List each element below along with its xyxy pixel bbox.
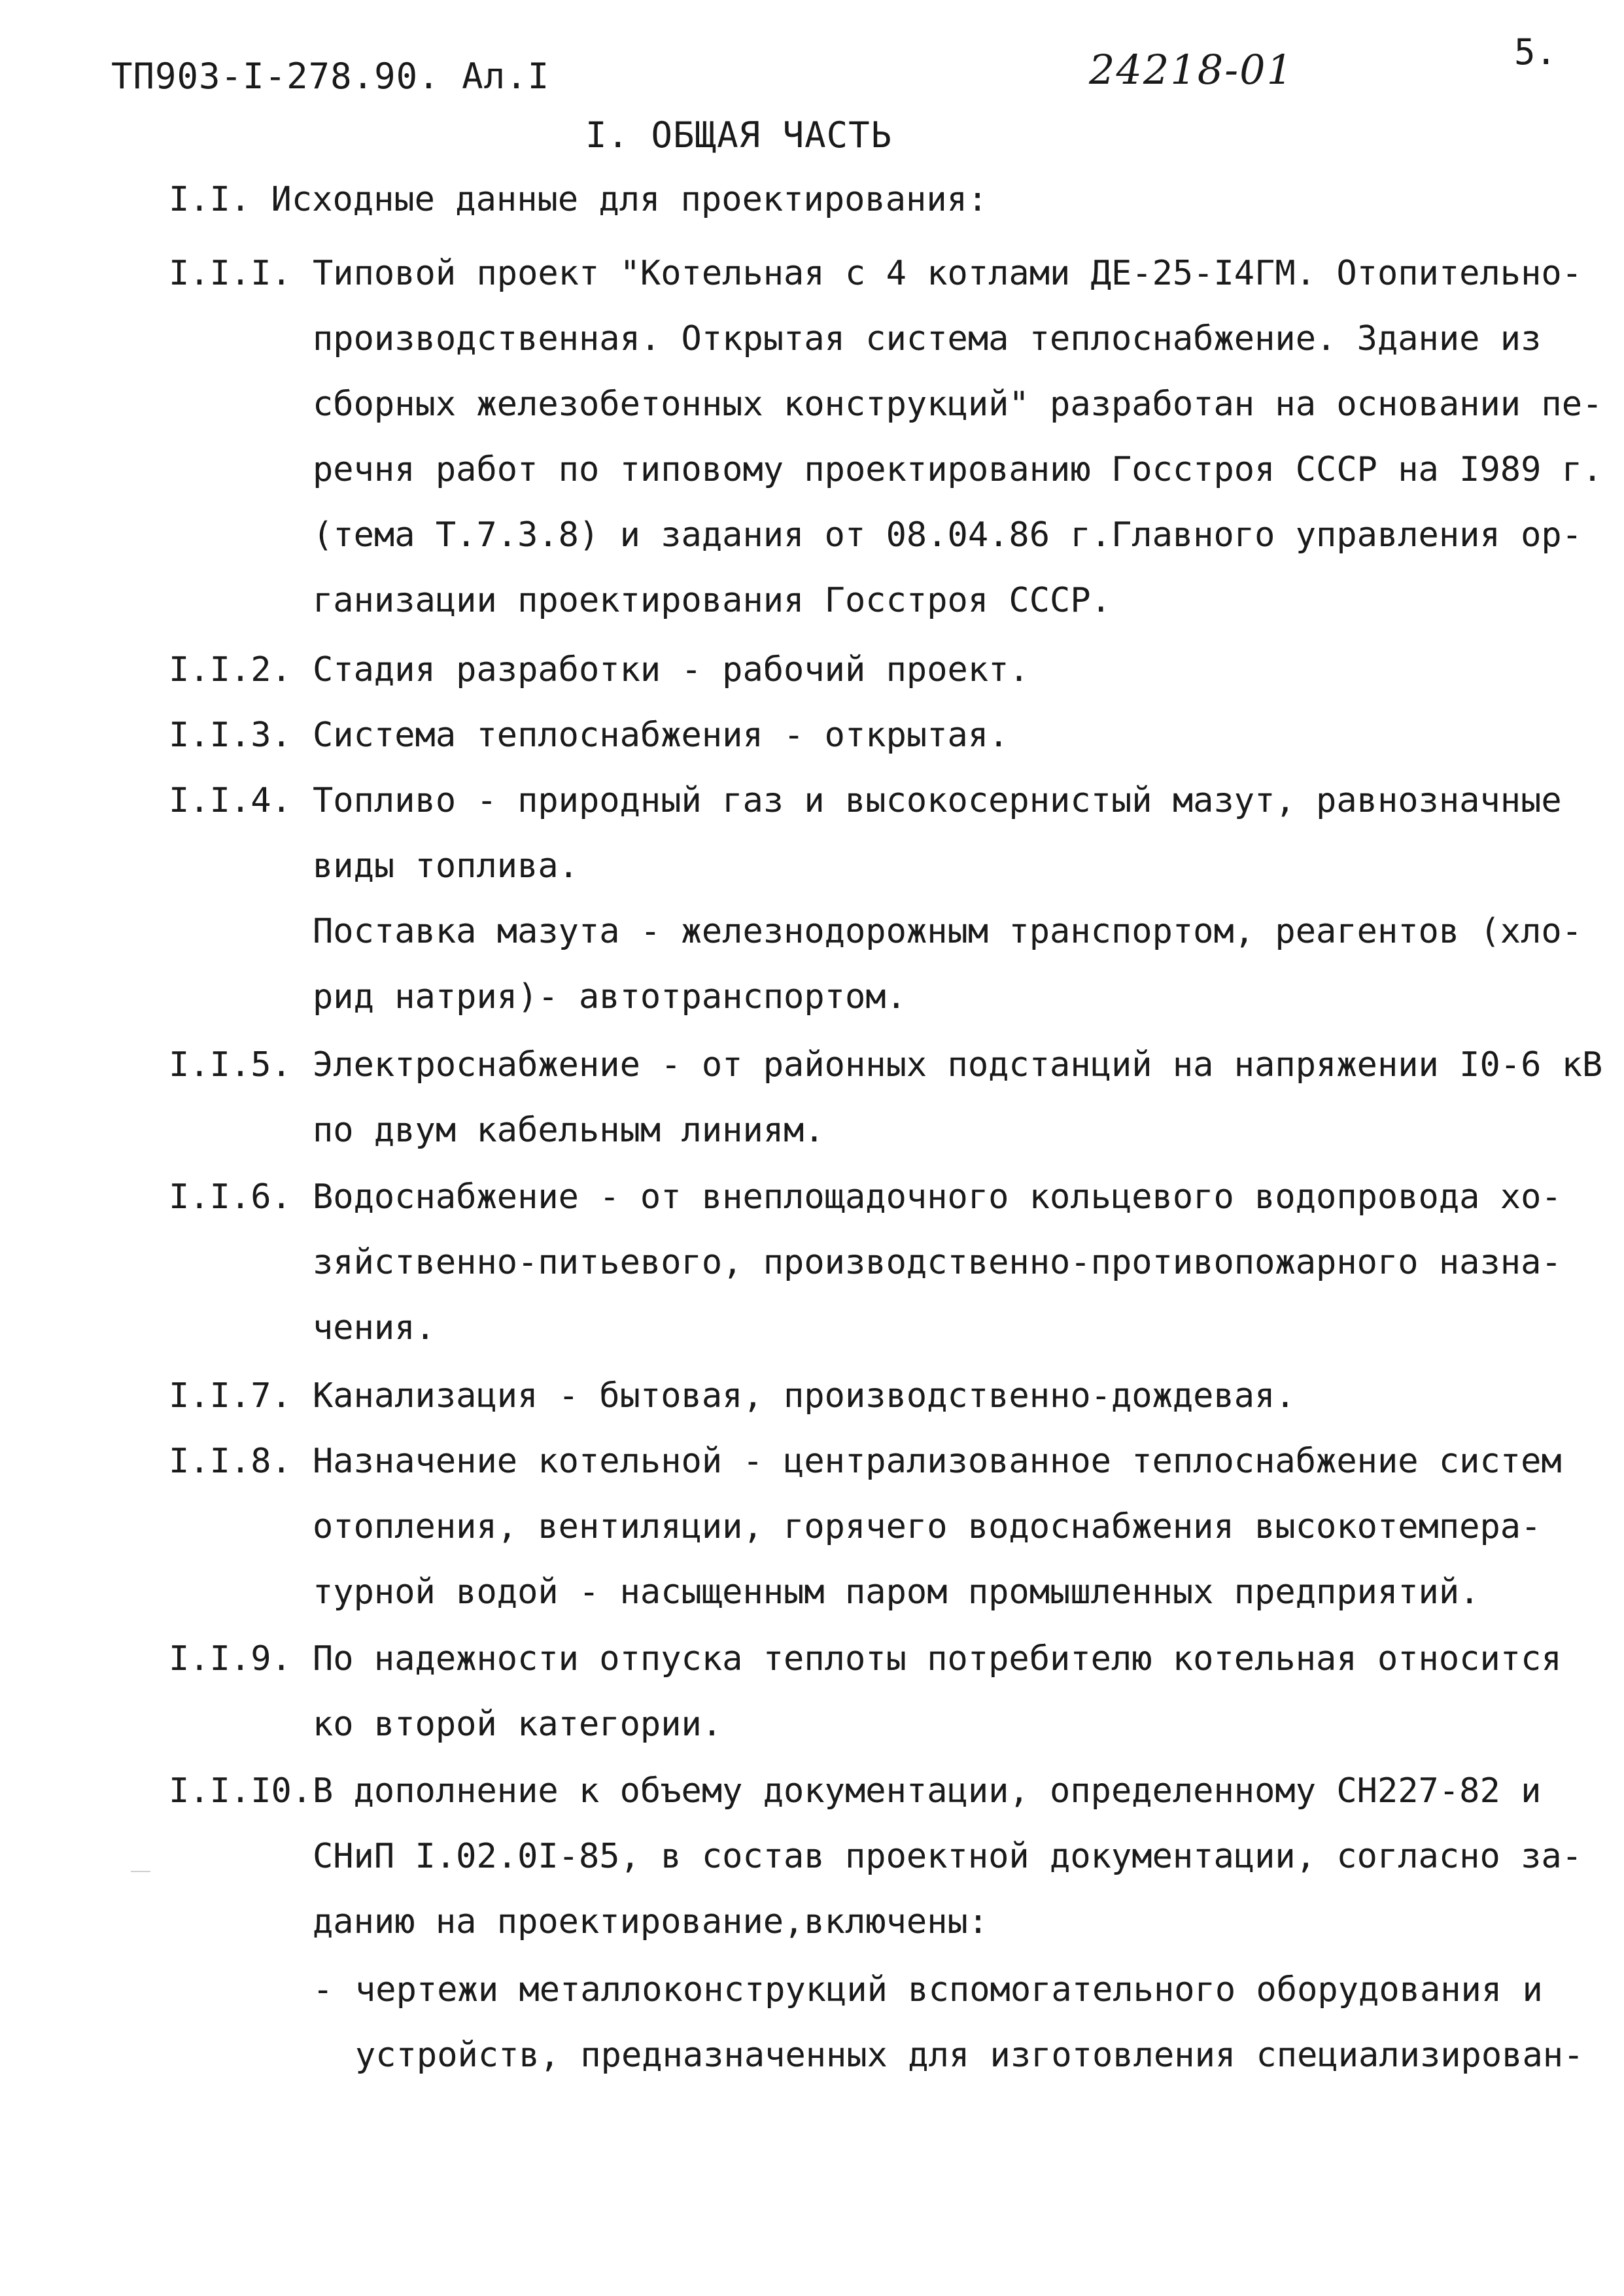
- clause-line: данию на проектирование,включены:: [313, 1902, 989, 1941]
- clause-line: Назначение котельной - централизованное теплоснабжение систем: [313, 1442, 1562, 1481]
- clause-line: Типовой проект "Котельная с 4 котлами ДЕ-25-I4ГМ. Отопительно-: [313, 254, 1583, 293]
- page-number: 5.: [1514, 31, 1557, 73]
- subheading: I.I. Исходные данные для проектирования:: [169, 180, 988, 219]
- clause-line: речня работ по типовому проектированию Госстроя СССР на I989 г.: [313, 450, 1603, 489]
- clause-line: чения.: [313, 1308, 436, 1348]
- list-item-line: чертежи металлоконструкций вспомогательного оборудования и: [355, 1970, 1543, 2009]
- clause-line: Водоснабжение - от внеплощадочного кольцевого водопровода хо-: [313, 1177, 1562, 1217]
- clause-line: Поставка мазута - железнодорожным транспортом, реагентов (хло-: [313, 912, 1583, 951]
- clause-line: Электроснабжение - от районных подстанций на напряжении I0-6 кВ: [313, 1045, 1603, 1085]
- clause-line: СНиП I.02.0I-85, в состав проектной документации, согласно за-: [313, 1837, 1583, 1876]
- clause-number: I.I.I.: [169, 254, 292, 293]
- clause-line: Стадия разработки - рабочий проект.: [313, 650, 1029, 689]
- clause-number: I.I.2.: [169, 650, 292, 689]
- clause-line: ко второй категории.: [313, 1705, 723, 1744]
- clause-line: ганизации проектирования Госстроя СССР.: [313, 581, 1111, 620]
- margin-mark: [131, 1871, 150, 1872]
- clause-line: турной водой - насыщенным паром промышленных предприятий.: [313, 1573, 1480, 1612]
- clause-number: I.I.9.: [169, 1639, 292, 1679]
- handwritten-number: 24218-01: [1089, 46, 1294, 94]
- clause-line: сборных железобетонных конструкций" разработан на основании пе-: [313, 385, 1603, 424]
- clause-number: I.I.3.: [169, 716, 292, 755]
- clause-number: I.I.4.: [169, 781, 292, 820]
- clause-line: отопления, вентиляции, горячего водоснабжения высокотемпера-: [313, 1507, 1542, 1546]
- clause-number: I.I.I0.: [169, 1771, 313, 1811]
- clause-line: производственная. Открытая система теплоснабжение. Здание из: [313, 319, 1542, 358]
- clause-line: виды топлива.: [313, 846, 579, 886]
- clause-number: I.I.5.: [169, 1045, 292, 1085]
- clause-line: В дополнение к объему документации, определенному СН227-82 и: [313, 1771, 1542, 1811]
- clause-number: I.I.7.: [169, 1376, 292, 1416]
- clause-line: рид натрия)- автотранспортом.: [313, 977, 907, 1017]
- list-dash: -: [313, 1970, 334, 2009]
- list-item-line: устройств, предназначенных для изготовления специализирован-: [355, 2036, 1584, 2075]
- clause-number: I.I.8.: [169, 1442, 292, 1481]
- clause-line: По надежности отпуска теплоты потребителю котельная относится: [313, 1639, 1562, 1679]
- document-code: ТП903-I-278.90. Ал.I: [111, 56, 550, 97]
- clause-line: (тема Т.7.3.8) и задания от 08.04.86 г.Главного управления ор-: [313, 515, 1583, 555]
- clause-line: зяйственно-питьевого, производственно-противопожарного назна-: [313, 1243, 1562, 1282]
- clause-line: Система теплоснабжения - открытая.: [313, 716, 1009, 755]
- clause-line: по двум кабельным линиям.: [313, 1111, 825, 1150]
- clause-number: I.I.6.: [169, 1177, 292, 1217]
- clause-line: Топливо - природный газ и высокосернистый мазут, равнозначные: [313, 781, 1562, 820]
- clause-line: Канализация - бытовая, производственно-дождевая.: [313, 1376, 1296, 1416]
- section-title: I. ОБЩАЯ ЧАСТЬ: [585, 114, 893, 156]
